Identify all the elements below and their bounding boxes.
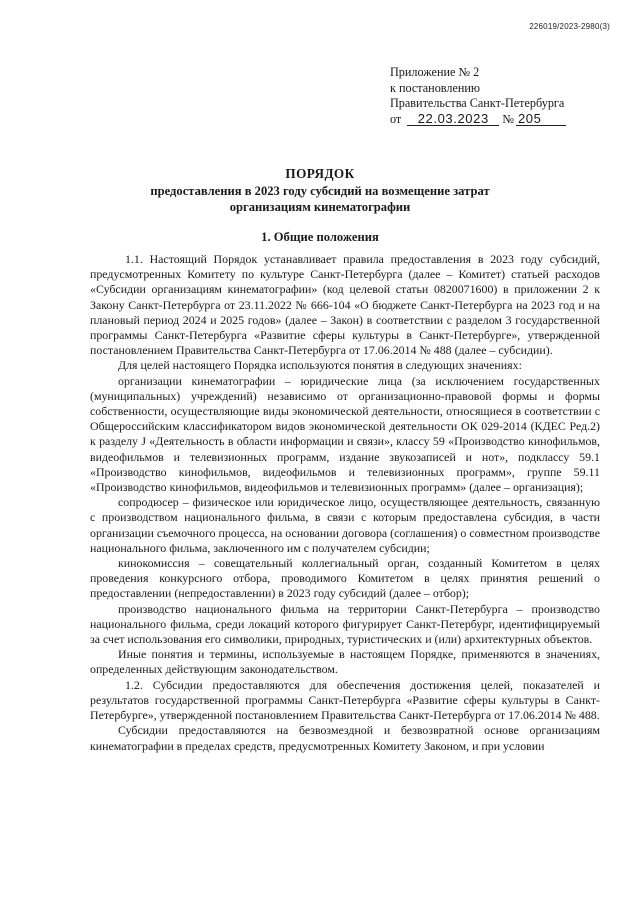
paragraph: 1.1. Настоящий Порядок устанавливает правила предоставления в 2023 году субсидий, предусмотренных Комитету по культуре Санкт-Петербурга (далее – Комитет) статьей расходов «Субсидии организациям кинематографии» (код целевой статьи 0820071600) в приложении 2 к Закону Санкт-Петербурга от 23.11.2022 № 666-104 «О бюджете Санкт-Петербурга на 2023 год и на плановый период 2024 и 2025 годов» (далее – Закон) в соответствии с разделом 3 государственной программы Санкт-Петербурга «Развитие сферы культуры в Санкт-Петербурге», утвержденной постановлением Правительства Санкт-Петербурга от 17.06.2014 № 488 (далее – субсидии). [90, 252, 600, 358]
appendix-block [390, 65, 610, 127]
paragraph: Иные понятия и термины, используемые в настоящем Порядке, применяются в значениях, определенных действующим законодательством. [90, 647, 600, 677]
date-prefix: от [390, 111, 402, 126]
paragraph: Субсидии предоставляются на безвозмездной и безвозвратной основе организациям кинематографии в пределах средств, предусмотренных Комитету Законом, и при условии [90, 723, 600, 753]
title-main: ПОРЯДОК [285, 166, 355, 181]
appendix-line-2: к постановлению [390, 80, 481, 95]
paragraph: организации кинематографии – юридические лица (за исключением государственных (муниципальных) учреждений) независимо от организационно-правовой формы и формы собственности, осуществляющие виды экономической деятельности, относящиеся в соответствии с Общероссийским классификатором видов экономической деятельности ОК 029-2014 (КДЕС Ред.2) к разделу J «Деятельность в области информации и связи», классу 59 «Производство кинофильмов, видеофильмов и телевизионных программ, издание звукозаписей и нот», подклассу 59.1 «Производство кинофильмов, видеофильмов и телевизионных программ», группе 59.11 «Производство кинофильмов, видеофильмов и телевизионных программ» (далее – организация); [90, 373, 600, 495]
number-prefix: № [502, 111, 514, 126]
handwritten-date: 22.03.2023 [407, 112, 499, 126]
document-number: 226019/2023-2980(3) [529, 22, 610, 31]
appendix-line-3: Правительства Санкт-Петербурга [390, 96, 565, 111]
paragraph: производство национального фильма на территории Санкт-Петербурга – производство национального фильма, среди локаций которого фигурирует Санкт-Петербург, идентифицируемый за счет использования его символики, природных, туристических и (или) архитектурных объектов. [90, 601, 600, 647]
document-body [90, 252, 600, 754]
title-line-3: организациям кинематографии [229, 199, 411, 214]
paragraph: сопродюсер – физическое или юридическое лицо, осуществляющее деятельность, связанную с производством национального фильма, в связи с которым предоставлена субсидия, в части организации съемочного процесса, на основании договора (соглашения) о совместном производстве национального фильма, заключенного им с получателем субсидии; [90, 495, 600, 555]
paragraph: 1.2. Субсидии предоставляются для обеспечения достижения целей, показателей и результатов государственной программы Санкт-Петербурга «Развитие сферы культуры в Санкт-Петербурге», утвержденной постановлением Правительства Санкт-Петербурга от 17.06.2014 № 488. [90, 677, 600, 723]
handwritten-number: 205 [516, 112, 566, 126]
section-heading: 1. Общие положения [261, 230, 379, 244]
title-line-2: предоставления в 2023 году субсидий на возмещение затрат [150, 184, 490, 199]
appendix-line-1: Приложение № 2 [390, 65, 480, 79]
paragraph: кинокомиссия – совещательный коллегиальный орган, созданный Комитетом в целях проведения конкурсного отбора, проводимого Комитетом в целях принятия решений о предоставлении (непредоставлении) в 2023 году субсидий (далее – отбор); [90, 556, 600, 601]
document-title [0, 166, 640, 215]
appendix-date-line [390, 112, 610, 128]
paragraph: Для целей настоящего Порядка используются понятия в следующих значениях: [118, 358, 522, 373]
